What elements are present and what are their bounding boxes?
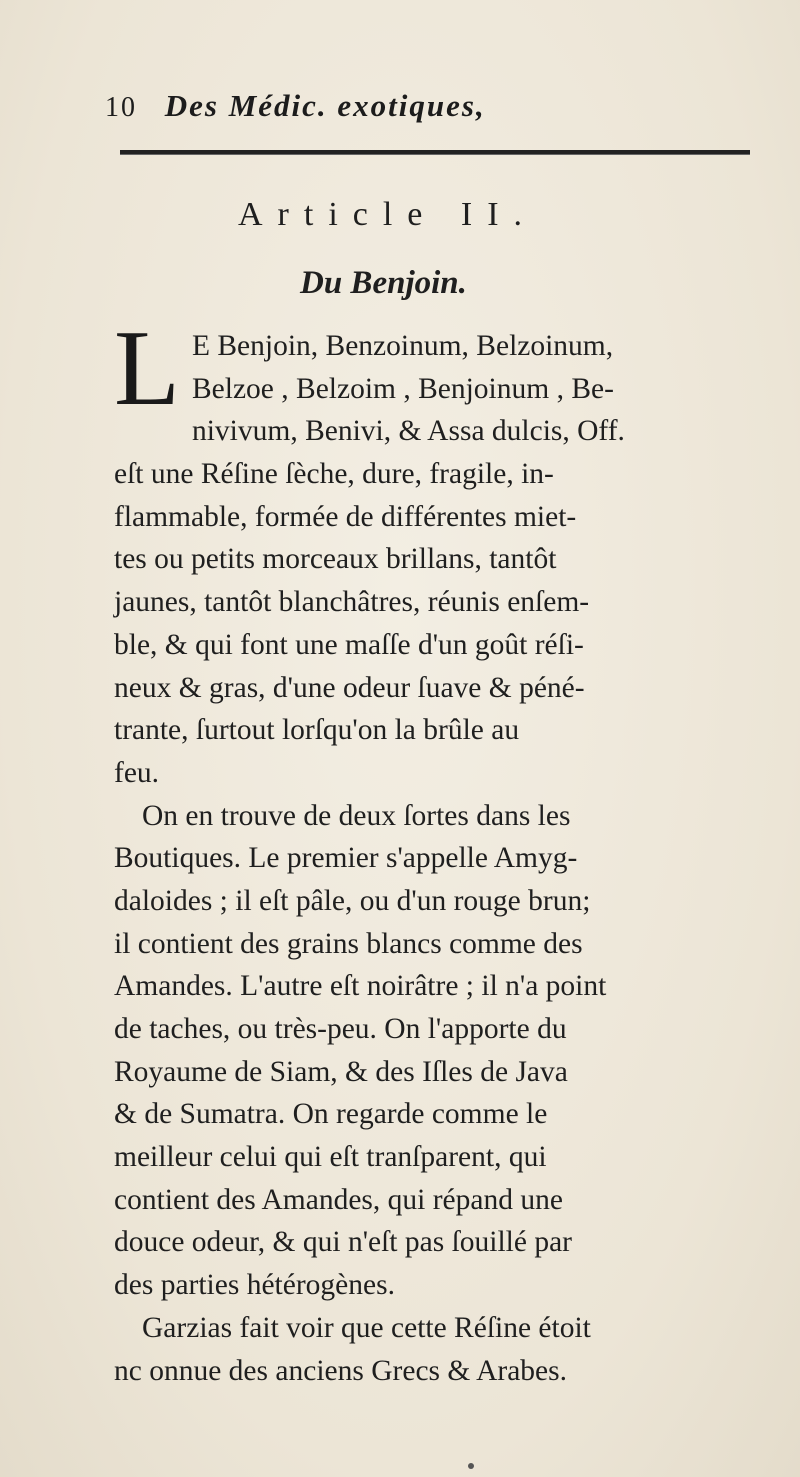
paragraph-3 [114, 1307, 754, 1392]
text-line: jaunes, tantôt blanchâtres, réunis enſem- [114, 586, 590, 619]
article-heading: Article II. [238, 196, 538, 233]
text-line: nivivum, Benivi, & Assa dulcis, Off. [191, 415, 625, 448]
text-line: neux & gras, d'une odeur ſuave & péné- [114, 671, 585, 704]
running-title: Des Médic. exotiques, [164, 88, 486, 123]
text-line: douce odeur, & qui n'eſt pas ſouillé par [114, 1226, 572, 1259]
text-line: Garzias fait voir que cette Réſine étoit [142, 1311, 591, 1344]
drop-cap: L [114, 309, 180, 428]
page-number: 10 [105, 92, 137, 123]
text-line: daloides ; il eſt pâle, ou d'un rouge brun; [114, 884, 591, 917]
body-text [114, 309, 754, 1392]
paragraph-2 [114, 795, 754, 1307]
text-line: Royaume de Siam, & des Iſles de Java [114, 1055, 568, 1088]
header-rule [120, 150, 750, 155]
text-line: eſt une Réſine ſèche, dure, fragile, in- [114, 458, 554, 491]
text-line: trante, ſurtout lorſqu'on la brûle au [114, 714, 520, 747]
text-line: meilleur celui qui eſt tranſparent, qui [114, 1141, 547, 1174]
text-line: ble, & qui font une maſſe d'un goût réſi- [114, 628, 584, 661]
running-header [105, 88, 705, 128]
text-line: Belzoe , Belzoim , Benjoinum , Be- [191, 372, 614, 405]
text-line: de taches, ou très-peu. On l'apporte du [114, 1013, 567, 1045]
text-line: contient des Amandes, qui répand une [114, 1183, 563, 1216]
text-line: Boutiques. Le premier s'appelle Amyg- [114, 842, 578, 875]
text-line: tes ou petits morceaux brillans, tantôt [114, 543, 557, 576]
text-line: Amandes. L'autre eſt noirâtre ; il n'a point [114, 970, 607, 1003]
paragraph-1 [114, 309, 754, 795]
text-line: E Benjoin, Benzoinum, Belzoinum, [191, 330, 614, 362]
text-line: des parties hétérogènes. [114, 1269, 395, 1302]
text-line: On en trouve de deux ſortes dans les [142, 799, 571, 832]
text-line: nc onnue des anciens Grecs & Arabes. [114, 1354, 568, 1387]
text-line: flammable, formée de différentes miet- [114, 500, 577, 533]
text-line: il contient des grains blancs comme des [114, 927, 583, 960]
article-subtitle: Du Benjoin. [300, 265, 467, 301]
text-line: feu. [114, 756, 160, 789]
text-line: & de Sumatra. On regarde comme le [114, 1098, 548, 1131]
ink-speck [468, 1463, 474, 1469]
